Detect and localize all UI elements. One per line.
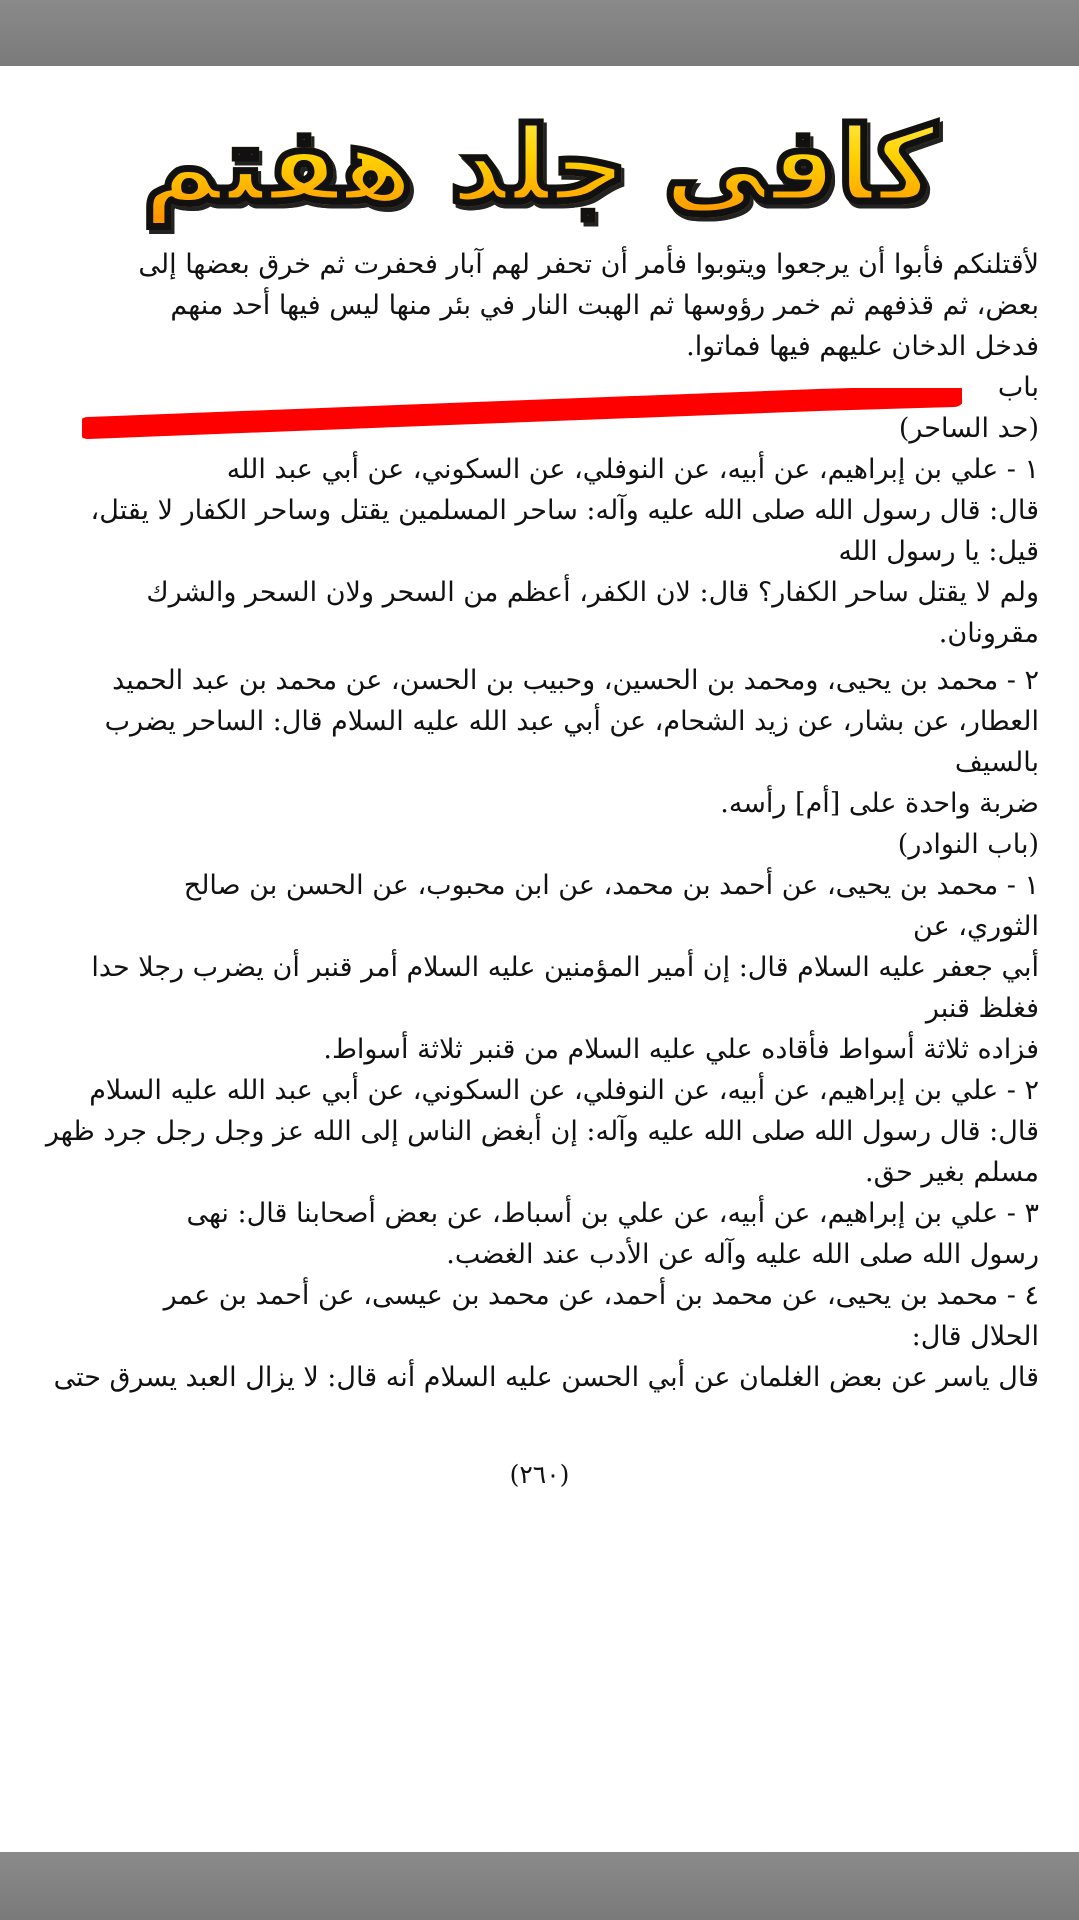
text-line: الثوري، عن [913, 911, 1039, 942]
text-line: فغلظ قنبر [925, 993, 1039, 1024]
section-heading-sorcerer: (حد الساحر) [898, 413, 1039, 444]
text-line: ولم لا يقتل ساحر الكفار؟ قال: لان الكفر، أعظم من السحر ولان السحر والشرك [146, 577, 1039, 608]
text-line: الحلال قال: [911, 1321, 1039, 1352]
text-line: لأقتلنكم فأبوا أن يرجعوا ويتوبوا فأمر أن تحفر لهم آبار فحفرت ثم خرق بعضها إلى [138, 249, 1039, 280]
text-line: ٢ - علي بن إبراهيم، عن أبيه، عن النوفلي، عن السكوني، عن أبي عبد الله عليه السلام [89, 1075, 1039, 1106]
document-text [28, 244, 1039, 1398]
section-heading-rarities: (باب النوادر) [897, 829, 1039, 860]
text-line: ٣ - علي بن إبراهيم، عن أبيه، عن علي بن أسباط، عن بعض أصحابنا قال: نهى [186, 1198, 1039, 1229]
text-line: أبي جعفر عليه السلام قال: إن أمير المؤمنين عليه السلام أمر قنبر أن يضرب رجلا حدا [91, 952, 1039, 983]
text-line: فزاده ثلاثة أسواط فأقاده علي عليه السلام من قنبر ثلاثة أسواط. [323, 1034, 1039, 1065]
text-line: العطار، عن بشار، عن زيد الشحام، عن أبي عبد الله عليه السلام قال: الساحر يضرب [104, 706, 1039, 737]
text-line: ٢ - محمد بن يحيى، ومحمد بن الحسين، وحبيب بن الحسن، عن محمد بن عبد الحميد [112, 665, 1039, 696]
page-title: کافی جلد هفتم [0, 100, 1079, 230]
bottom-bar [0, 1852, 1079, 1920]
text-line: بعض، ثم قذفهم ثم خمر رؤوسها ثم الهبت النار في بئر منها ليس فيها أحد منهم [170, 290, 1039, 321]
text-line: قال ياسر عن بعض الغلمان عن أبي الحسن عليه السلام أنه قال: لا يزال العبد يسرق حتى [53, 1362, 1039, 1393]
top-bar [0, 0, 1079, 66]
text-line: ١ - محمد بن يحيى، عن أحمد بن محمد، عن ابن محبوب، عن الحسن بن صالح [183, 870, 1039, 901]
text-line: رسول الله صلى الله عليه وآله عن الأدب عند الغضب. [446, 1239, 1039, 1270]
text-line: ١ - علي بن إبراهيم، عن أبيه، عن النوفلي، عن السكوني، عن أبي عبد الله [226, 454, 1039, 485]
text-line: ضربة واحدة على [أم] رأسه. [720, 788, 1039, 819]
page-number: (٢٦٠) [509, 1460, 570, 1489]
text-line: مقرونان. [938, 618, 1039, 649]
text-line: مسلم بغير حق. [865, 1157, 1039, 1188]
text-line: قال: قال رسول الله صلى الله عليه وآله: ساحر المسلمين يقتل وساحر الكفار لا يقتل، [90, 495, 1039, 526]
text-line: قال: قال رسول الله صلى الله عليه وآله: إن أبغض الناس إلى الله عز وجل رجل جرد ظهر [45, 1116, 1039, 1147]
text-line: بالسيف [954, 747, 1039, 778]
text-line: قيل: يا رسول الله [838, 536, 1039, 567]
text-line: فدخل الدخان عليهم فيها فماتوا. [686, 331, 1039, 362]
section-heading-bab: باب [997, 372, 1039, 403]
text-line: ٤ - محمد بن يحيى، عن محمد بن أحمد، عن محمد بن عيسى، عن أحمد بن عمر [163, 1280, 1039, 1311]
